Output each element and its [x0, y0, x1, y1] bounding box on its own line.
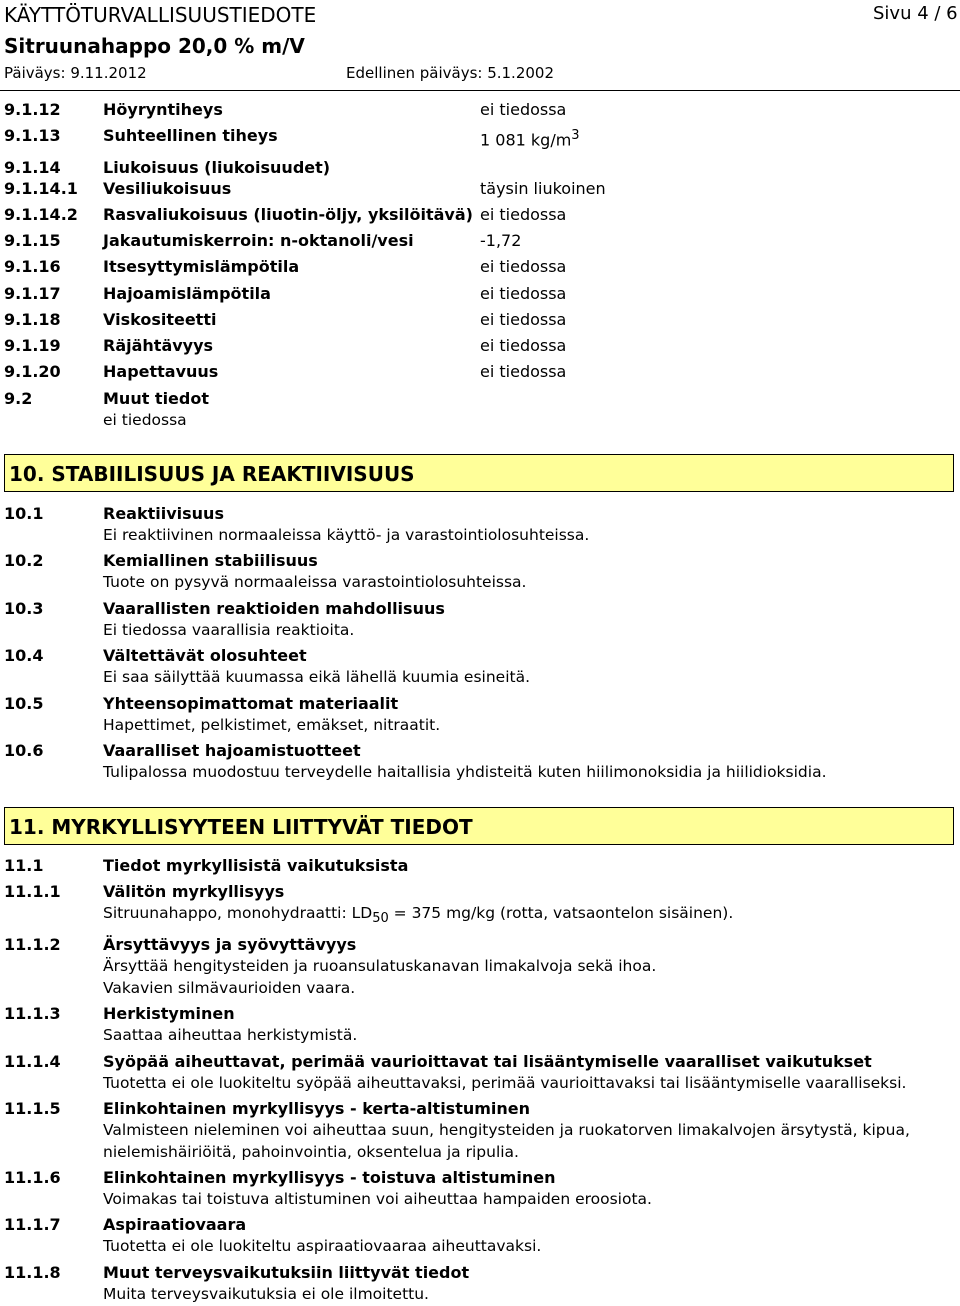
item-num: 11.1.2: [4, 935, 61, 954]
document-date: Päiväys: 9.11.2012: [4, 64, 147, 82]
item-label: Ärsyttävyys ja syövyttävyys: [103, 935, 357, 954]
item-num: 10.2: [4, 551, 44, 570]
item-text: Tulipalossa muodostuu terveydelle haitallisia yhdisteitä kuten hiilimonoksidia ja hiilidioksidia.: [103, 763, 827, 781]
item-label: Kemiallinen stabiilisuus: [103, 551, 318, 570]
item-label: Elinkohtainen myrkyllisyys - toistuva altistuminen: [103, 1168, 556, 1187]
row-label: Liukoisuus (liukoisuudet): [103, 158, 331, 177]
item-num: 11.1: [4, 856, 44, 875]
item-num: 11.1.4: [4, 1052, 61, 1071]
item-num: 11.1.7: [4, 1215, 61, 1234]
row-num: 9.1.12: [4, 100, 61, 119]
item-label: Elinkohtainen myrkyllisyys - kerta-altistuminen: [103, 1099, 531, 1118]
row-label: Suhteellinen tiheys: [103, 126, 278, 145]
row-num: 9.1.20: [4, 362, 61, 381]
ld-text-a: Sitruunahappo, monohydraatti: LD: [103, 904, 373, 922]
row-num: 9.1.13: [4, 126, 61, 145]
row-text: ei tiedossa: [103, 411, 187, 429]
row-num: 9.1.15: [4, 231, 61, 250]
item-label: Tiedot myrkyllisistä vaikutuksista: [103, 856, 409, 875]
row-value: ei tiedossa: [480, 257, 567, 276]
item-label: Välitön myrkyllisyys: [103, 882, 285, 901]
row-num: 9.1.14.2: [4, 205, 78, 224]
row-num: 9.1.14: [4, 158, 61, 177]
item-num: 11.1.8: [4, 1263, 61, 1282]
item-text: Voimakas tai toistuva altistuminen voi aiheuttaa hampaiden eroosiota.: [103, 1190, 652, 1208]
item-label: Herkistyminen: [103, 1004, 235, 1023]
item-text: Valmisteen nieleminen voi aiheuttaa suun, hengitysteiden ja ruokatorven limakalvojen ärsytystä, kipua,: [103, 1121, 910, 1139]
item-label: Muut terveysvaikutuksiin liittyvät tiedot: [103, 1263, 470, 1282]
item-label: Vaaralliset hajoamistuotteet: [103, 741, 361, 760]
row-label: Rasvaliukoisuus (liuotin-öljy, yksilöitävä): [103, 205, 473, 224]
item-text: Ärsyttää hengitysteiden ja ruoansulatuskanavan limakalvoja sekä ihoa.: [103, 957, 657, 975]
row-label: Höyryntiheys: [103, 100, 223, 119]
document-title: KÄYTTÖTURVALLISUUSTIEDOTE: [4, 3, 317, 27]
row-num: 9.1.19: [4, 336, 61, 355]
row-label: Räjähtävyys: [103, 336, 214, 355]
row-num: 9.1.16: [4, 257, 61, 276]
row-label: Itsesyttymislämpötila: [103, 257, 300, 276]
row-label: Vesiliukoisuus: [103, 179, 232, 198]
row-value: -1,72: [480, 231, 522, 250]
item-num: 11.1.1: [4, 882, 61, 901]
item-num: 10.3: [4, 599, 44, 618]
row-value: ei tiedossa: [480, 284, 567, 303]
item-num: 11.1.6: [4, 1168, 61, 1187]
item-text: Tuotetta ei ole luokiteltu aspiraatiovaaraa aiheuttavaksi.: [103, 1237, 542, 1255]
item-text: Tuotetta ei ole luokiteltu syöpää aiheuttavaksi, perimää vaurioittavaksi tai lisääntymiselle vaaralliseksi.: [103, 1074, 907, 1092]
row-num: 9.2: [4, 389, 33, 408]
row-value: ei tiedossa: [480, 362, 567, 381]
previous-date: Edellinen päiväys: 5.1.2002: [346, 64, 555, 82]
page-number: Sivu 4 / 6: [873, 3, 958, 24]
row-value: ei tiedossa: [480, 310, 567, 329]
item-num: 10.1: [4, 504, 44, 523]
item-text: Ei reaktiivinen normaaleissa käyttö- ja varastointiolosuhteissa.: [103, 526, 590, 544]
item-text: Saattaa aiheuttaa herkistymistä.: [103, 1026, 358, 1044]
item-text: Ei saa säilyttää kuumassa eikä lähellä kuumia esineitä.: [103, 668, 531, 686]
item-text: Muita terveysvaikutuksia ei ole ilmoitettu.: [103, 1285, 429, 1303]
item-text: Ei tiedossa vaarallisia reaktioita.: [103, 621, 355, 639]
item-num: 11.1.5: [4, 1099, 61, 1118]
row-value: ei tiedossa: [480, 205, 567, 224]
section-10-heading: 10. STABIILISUUS JA REAKTIIVISUUS: [4, 454, 954, 492]
section-11-heading: 11. MYRKYLLISYYTEEN LIITTYVÄT TIEDOT: [4, 807, 954, 845]
ld-subscript: 50: [372, 911, 389, 927]
row-label: Muut tiedot: [103, 389, 209, 408]
product-name: Sitruunahappo 20,0 % m/V: [4, 34, 305, 58]
item-label: Aspiraatiovaara: [103, 1215, 247, 1234]
item-label: Reaktiivisuus: [103, 504, 224, 523]
item-text: [103, 904, 733, 926]
item-num: 10.4: [4, 646, 44, 665]
row-label: Hapettavuus: [103, 362, 219, 381]
density-value: 1 081 kg/m: [480, 130, 572, 150]
row-value: ei tiedossa: [480, 100, 567, 119]
item-text: Hapettimet, pelkistimet, emäkset, nitraatit.: [103, 716, 441, 734]
item-label: Vaarallisten reaktioiden mahdollisuus: [103, 599, 445, 618]
ld-text-b: = 375 mg/kg (rotta, vatsaontelon sisäinen).: [388, 904, 734, 922]
row-num: 9.1.17: [4, 284, 61, 303]
density-superscript: 3: [571, 128, 580, 143]
item-text: Vakavien silmävaurioiden vaara.: [103, 979, 356, 997]
item-label: Syöpää aiheuttavat, perimää vaurioittavat tai lisääntymiselle vaaralliset vaikutukset: [103, 1052, 872, 1071]
row-num: 9.1.14.1: [4, 179, 78, 198]
item-num: 10.5: [4, 694, 44, 713]
row-label: Hajoamislämpötila: [103, 284, 271, 303]
header-divider: [0, 90, 960, 91]
item-num: 11.1.3: [4, 1004, 61, 1023]
row-value: [480, 128, 580, 149]
row-num: 9.1.18: [4, 310, 61, 329]
row-value: täysin liukoinen: [480, 179, 606, 198]
row-label: Jakautumiskerroin: n-oktanoli/vesi: [103, 231, 414, 250]
row-value: ei tiedossa: [480, 336, 567, 355]
row-label: Viskositeetti: [103, 310, 217, 329]
item-num: 10.6: [4, 741, 44, 760]
item-label: Vältettävät olosuhteet: [103, 646, 307, 665]
item-text: nielemishäiriöitä, pahoinvointia, oksentelua ja ripulia.: [103, 1143, 519, 1161]
item-label: Yhteensopimattomat materiaalit: [103, 694, 399, 713]
item-text: Tuote on pysyvä normaaleissa varastointiolosuhteissa.: [103, 573, 527, 591]
